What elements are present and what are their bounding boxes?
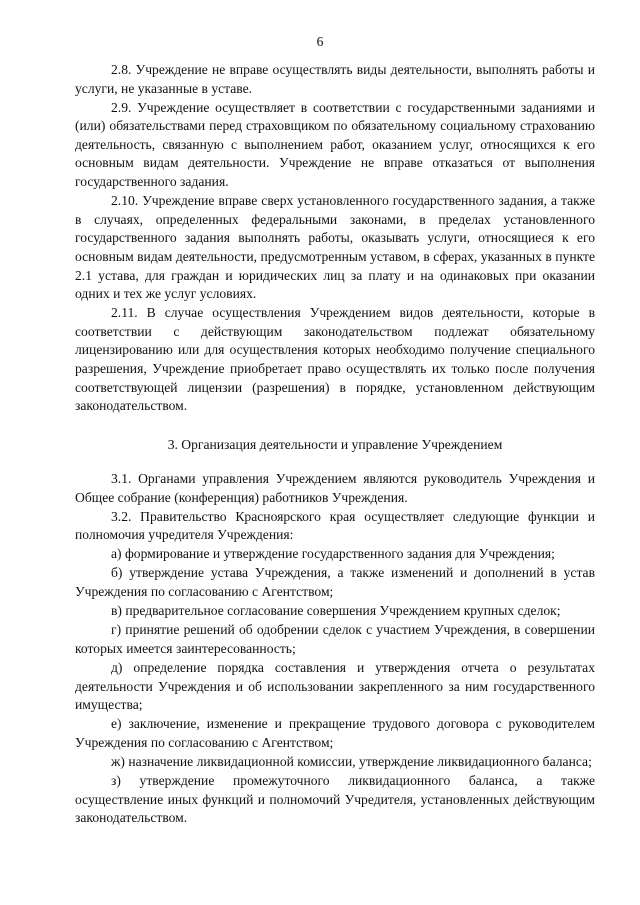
section-3-body bbox=[75, 470, 595, 828]
clause-3-1: 3.1. Органами управления Учреждением являются руководитель Учреждения и Общее собрание (конференция) работников Учреждения. bbox=[75, 471, 595, 505]
section-2-continuation bbox=[75, 61, 595, 416]
page-number: 6 bbox=[316, 34, 324, 49]
clause-2-8: 2.8. Учреждение не вправе осуществлять виды деятельности, выполнять работы и услуги, не указанные в уставе. bbox=[75, 62, 595, 96]
list-item-v: в) предварительное согласование совершения Учреждением крупных сделок; bbox=[111, 603, 561, 619]
section-3-heading: 3. Организация деятельности и управление Учреждением bbox=[167, 437, 503, 452]
clause-2-9: 2.9. Учреждение осуществляет в соответствии с государственными заданиями и (или) обязательствами перед страховщиком по обязательному социальному страхованию деятельность, связанную с выполнением работ, оказанием услуг, относящихся к его основным видам деятельности. Учреждение не вправе отказаться от выполнения государственного задания. bbox=[75, 99, 595, 190]
clause-2-10: 2.10. Учреждение вправе сверх установленного государственного задания, а также в случаях, определенных федеральными законами, в пределах установленного государственного задания выполнять работы, оказывать услуги, относящиеся к его основным видам деятельности, предусмотренным уставом, в сферах, указанных в пункте 2.1 устава, для граждан и юридических лиц за плату и на одинаковых при оказании одних и тех же услуг условиях. bbox=[75, 193, 595, 302]
list-item-zh: ж) назначение ликвидационной комиссии, утверждение ликвидационного баланса; bbox=[111, 753, 592, 769]
list-item-g: г) принятие решений об одобрении сделок с участием Учреждения, в совершении которых имеется заинтересованность; bbox=[75, 622, 595, 656]
clause-2-11: 2.11. В случае осуществления Учреждением видов деятельности, которые в соответствии с действующим законодательством подлежат обязательному лицензированию или для осуществления которых необходимо получение специального разрешения, Учреждение приобретает право осуществлять их только после получения соответствующей лицензии (разрешения) в порядке, установленном действующим законодательством. bbox=[75, 305, 595, 414]
list-item-e: е) заключение, изменение и прекращение трудового договора с руководителем Учреждения по согласованию с Агентством; bbox=[75, 716, 595, 750]
clause-3-2: 3.2. Правительство Красноярского края осуществляет следующие функции и полномочия учредителя Учреждения: bbox=[75, 508, 595, 543]
list-item-z: з) утверждение промежуточного ликвидационного баланса, а также осуществление иных функций и полномочий Учредителя, установленных действующим законодательством. bbox=[75, 773, 595, 826]
list-item-b: б) утверждение устава Учреждения, а также изменений и дополнений в устав Учреждения по согласованию с Агентством; bbox=[75, 565, 595, 600]
list-item-a: а) формирование и утверждение государственного задания для Учреждения; bbox=[111, 546, 555, 562]
list-item-d: д) определение порядка составления и утверждения отчета о результатах деятельности Учреждения и об использовании закрепленного за ним государственного имущества; bbox=[75, 659, 595, 713]
